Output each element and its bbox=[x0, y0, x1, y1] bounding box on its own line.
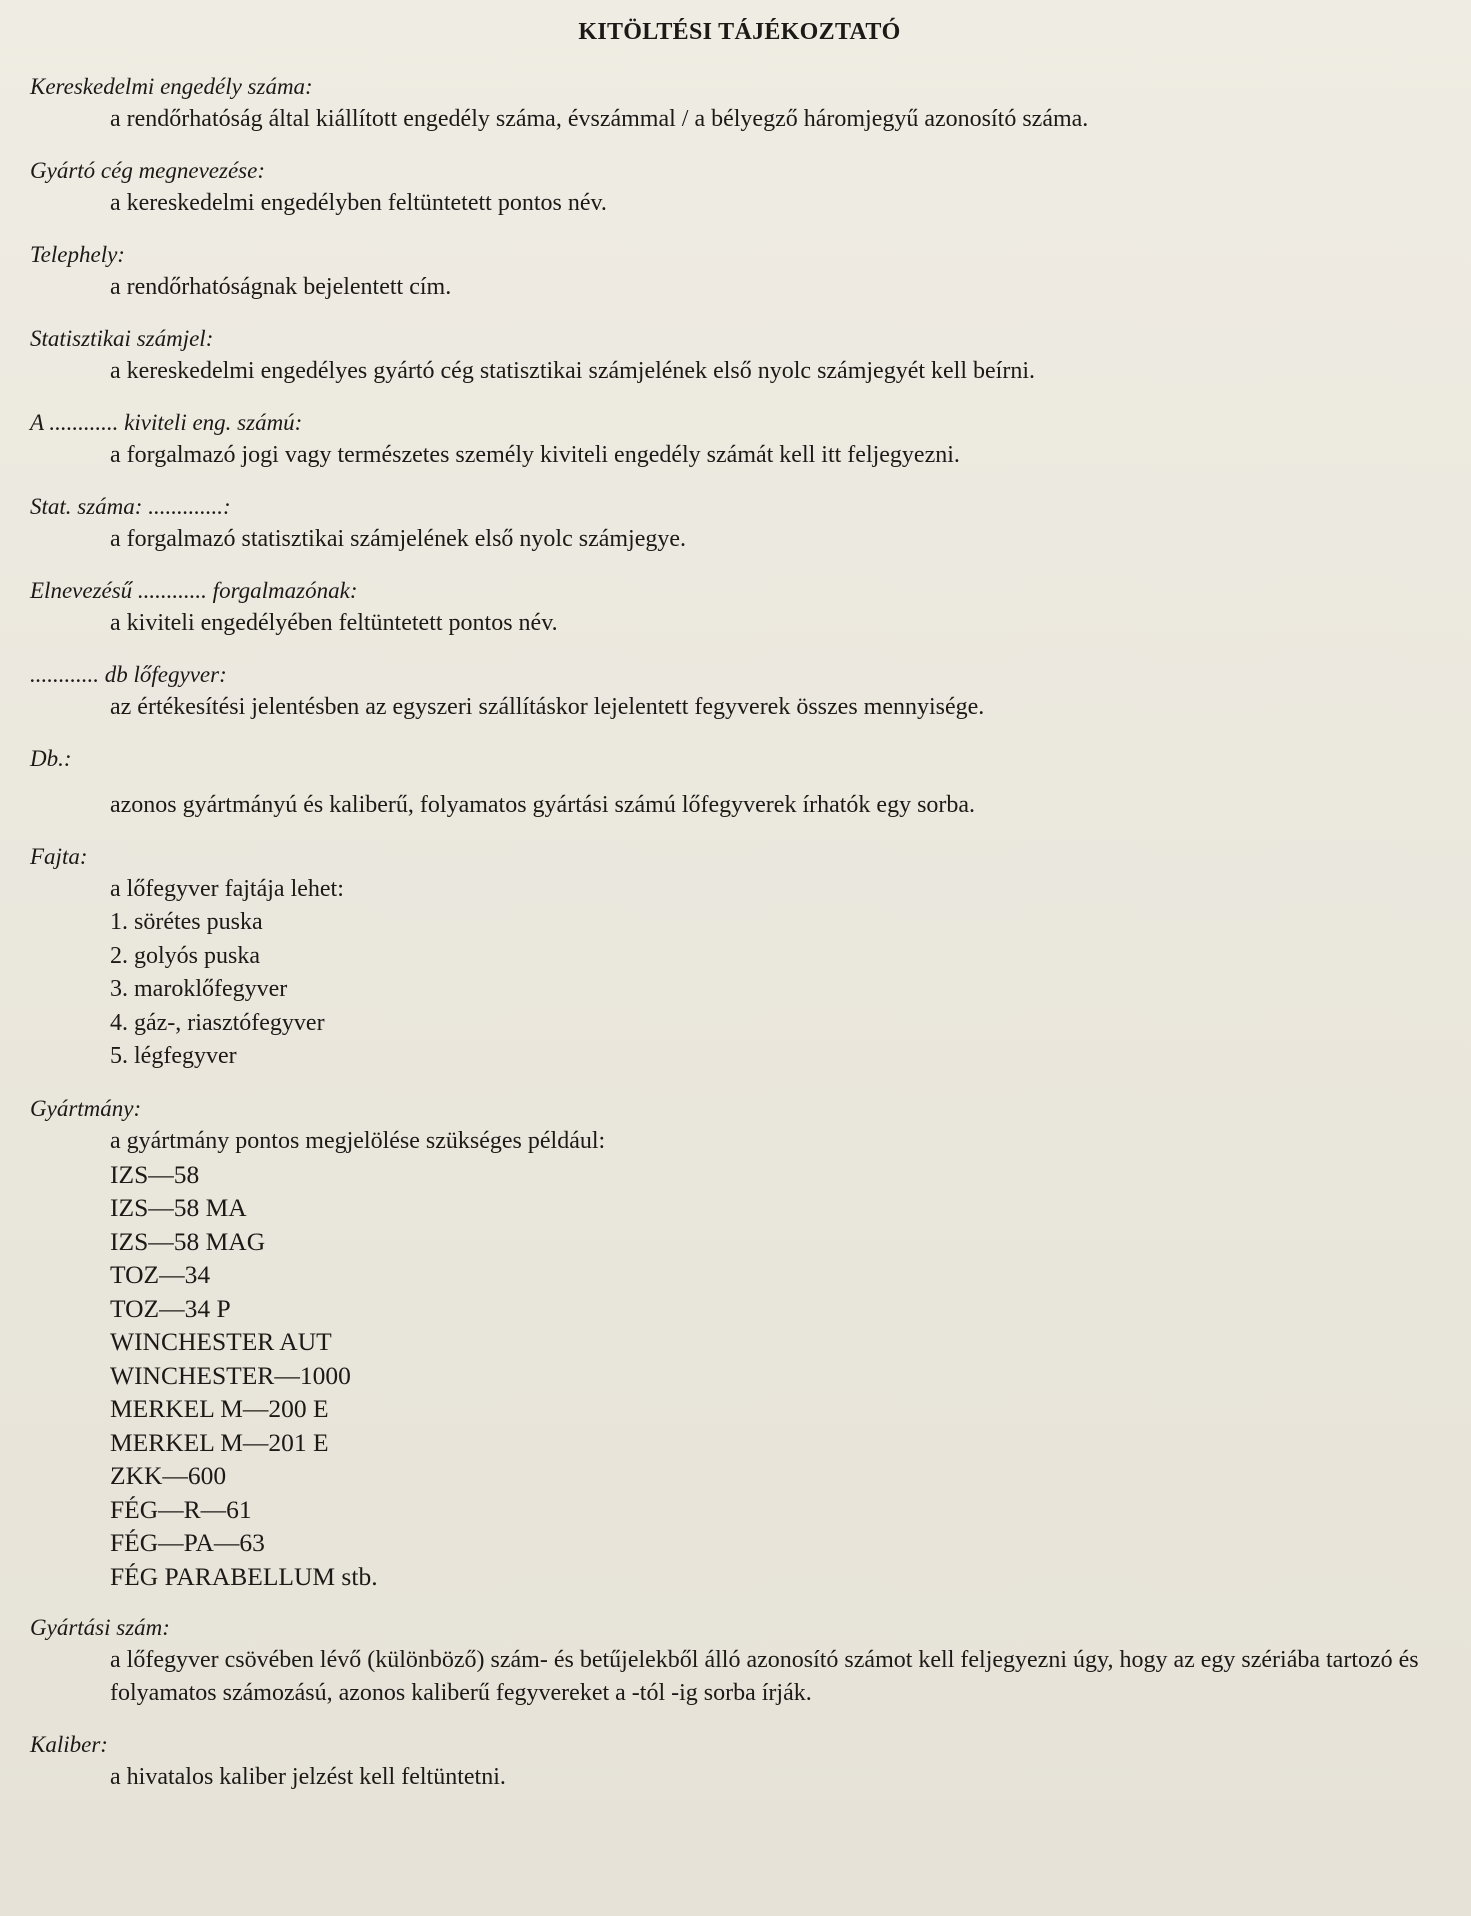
list-item: WINCHESTER—1000 bbox=[110, 1360, 351, 1390]
section-label: A ............ kiviteli eng. számú: bbox=[30, 410, 303, 435]
section-label: Elnevezésű ............ forgalmazónak: bbox=[30, 578, 358, 603]
list-item: TOZ—34 P bbox=[110, 1293, 231, 1323]
section-label: Statisztikai számjel: bbox=[30, 326, 214, 351]
section-description: a forgalmazó jogi vagy természetes személy kiviteli engedély számát kell itt feljegyezni. bbox=[110, 442, 960, 468]
section-kereskedelmi-engedely bbox=[30, 70, 1449, 136]
section-gyartasi-szam bbox=[30, 1611, 1449, 1710]
section-label: Gyártási szám: bbox=[30, 1615, 170, 1640]
section-description: a lőfegyver csövében lévő (különböző) szám- és betűjelekből álló azonosító számot kell feljegyezni úgy, hogy az egy szériába tartozó és folyamatos számozású, azonos kaliberű fegyvereket a -tól -ig sorba írják. bbox=[110, 1647, 1419, 1706]
list-item: FÉG—R—61 bbox=[110, 1494, 252, 1524]
section-gyartmany bbox=[30, 1092, 1449, 1594]
section-label: Fajta: bbox=[30, 844, 88, 869]
list-item: MERKEL M—200 E bbox=[110, 1394, 329, 1423]
list-item: FÉG PARABELLUM stb. bbox=[110, 1561, 378, 1591]
section-description: a hivatalos kaliber jelzést kell feltüntetni. bbox=[110, 1764, 506, 1790]
section-statisztikai-szamjel bbox=[30, 322, 1449, 388]
section-fajta bbox=[30, 840, 1449, 1074]
list-item: IZS—58 bbox=[110, 1159, 200, 1189]
section-label: Db.: bbox=[30, 746, 72, 771]
section-stat-szama bbox=[30, 490, 1449, 556]
list-item: WINCHESTER AUT bbox=[110, 1327, 332, 1356]
section-kiviteli-eng-szamu bbox=[30, 406, 1449, 472]
page-title: KITÖLTÉSI TÁJÉKOZTATÓ bbox=[578, 19, 901, 45]
section-db-lofegyver bbox=[30, 658, 1449, 724]
list-item: 2. golyós puska bbox=[110, 942, 260, 969]
section-label: Kereskedelmi engedély száma: bbox=[30, 74, 313, 99]
section-description: a kereskedelmi engedélyes gyártó cég statisztikai számjelének első nyolc számjegyét kell beírni. bbox=[110, 358, 1035, 384]
section-description: a kiviteli engedélyében feltüntetett pontos név. bbox=[110, 610, 558, 636]
section-label: Gyártó cég megnevezése: bbox=[30, 158, 265, 183]
section-telephely bbox=[30, 238, 1449, 304]
section-elnevezesu-forgalmazonak bbox=[30, 574, 1449, 640]
list-item: TOZ—34 bbox=[110, 1260, 211, 1289]
section-label: ............ db lőfegyver: bbox=[30, 662, 227, 687]
section-label: Gyártmány: bbox=[30, 1095, 142, 1121]
section-label: Kaliber: bbox=[30, 1732, 108, 1757]
section-description: a lőfegyver fajtája lehet: bbox=[110, 876, 344, 902]
list-item: IZS—58 MA bbox=[110, 1193, 247, 1222]
section-gyarto-ceg bbox=[30, 154, 1449, 220]
section-description: a rendőrhatóság által kiállított engedély száma, évszámmal / a bélyegző háromjegyű azonosító száma. bbox=[110, 106, 1089, 132]
section-label: Stat. száma: .............: bbox=[30, 494, 231, 519]
list-item: 5. légfegyver bbox=[110, 1043, 237, 1069]
section-description: az értékesítési jelentésben az egyszeri szállításkor lejelentett fegyverek összes mennyisége. bbox=[110, 694, 985, 720]
list-item: FÉG—PA—63 bbox=[110, 1528, 265, 1557]
section-description: a rendőrhatóságnak bejelentett cím. bbox=[110, 274, 452, 300]
section-description: azonos gyártmányú és kaliberű, folyamatos gyártási számú lőfegyverek írhatók egy sorba. bbox=[110, 792, 976, 818]
list-item: 4. gáz-, riasztófegyver bbox=[110, 1009, 325, 1036]
list-item: MERKEL M—201 E bbox=[110, 1427, 329, 1457]
section-description: a kereskedelmi engedélyben feltüntetett pontos név. bbox=[110, 190, 607, 216]
section-description: a forgalmazó statisztikai számjelének első nyolc számjegye. bbox=[110, 526, 687, 552]
section-description: a gyártmány pontos megjelölése szükséges például: bbox=[110, 1127, 606, 1154]
list-item: 1. sörétes puska bbox=[110, 909, 263, 935]
list-item: 3. maroklőfegyver bbox=[110, 976, 288, 1002]
list-item: IZS—58 MAG bbox=[110, 1226, 266, 1256]
section-db bbox=[30, 742, 1449, 822]
section-kaliber bbox=[30, 1728, 1449, 1794]
section-label: Telephely: bbox=[30, 242, 125, 267]
list-item: ZKK—600 bbox=[110, 1461, 227, 1490]
